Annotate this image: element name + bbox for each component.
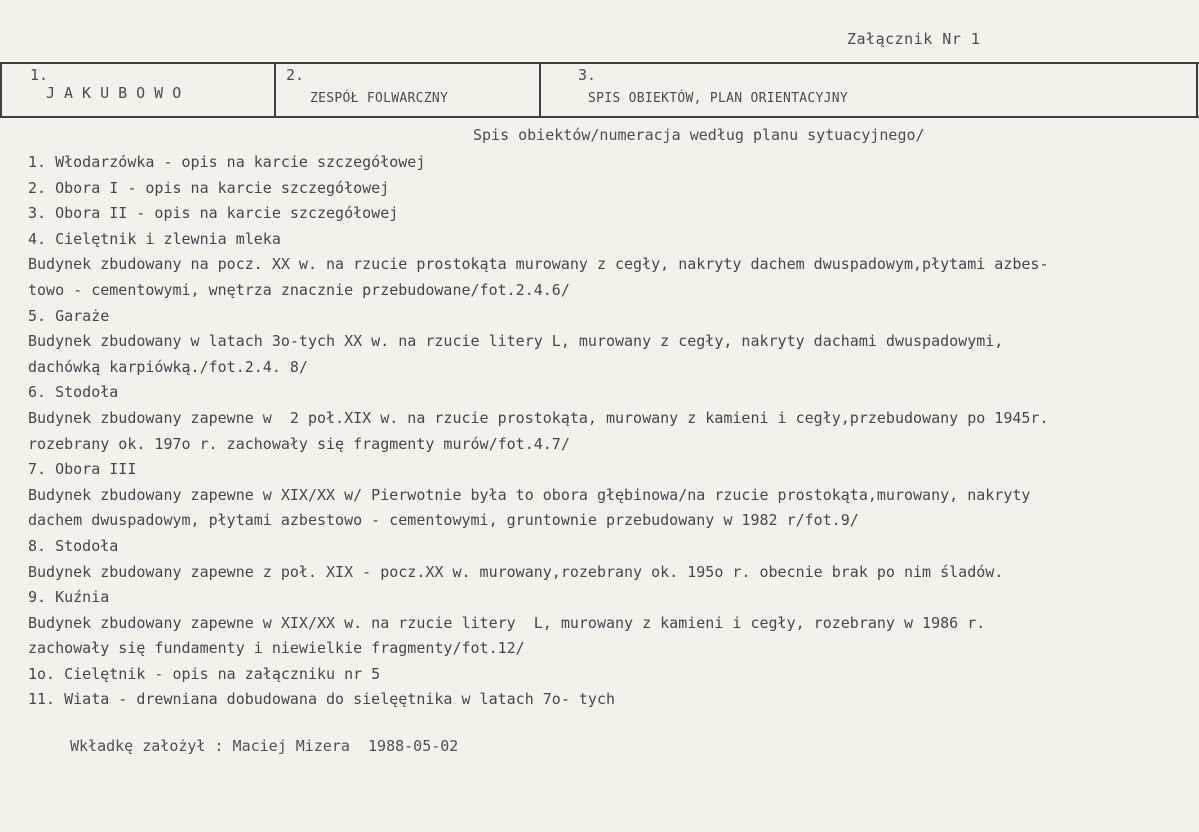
cell2-number: 2.	[286, 66, 305, 84]
table-divider-1	[274, 64, 276, 118]
list-line: 6. Stodoła	[28, 383, 119, 402]
list-line: 8. Stodoła	[28, 536, 119, 555]
list-line: 2. Obora I - opis na karcie szczegółowej	[28, 178, 390, 197]
list-line: 11. Wiata - drewniana dobudowana do sielęętnika w latach 7o- tych	[28, 690, 615, 709]
list-line: dachówką karpiówką./fot.2.4. 8/	[28, 357, 308, 376]
list-line: 1. Włodarzówka - opis na karcie szczegółowej	[28, 153, 426, 171]
list-line: zachowały się fundamenty i niewielkie fragmenty/fot.12/	[28, 639, 525, 658]
locality-name: JAKUBOWO	[46, 84, 191, 102]
table-border-right	[1196, 64, 1198, 118]
list-line: towo - cementowymi, wnętrza znacznie przebudowane/fot.2.4.6/	[28, 280, 570, 299]
list-line: 3. Obora II - opis na karcie szczegółowej	[28, 204, 399, 223]
table-border-left	[0, 64, 2, 118]
appendix-label: Załącznik Nr 1	[847, 30, 981, 48]
list-line: Budynek zbudowany w latach 3o-tych XX w. na rzucie litery L, murowany z cegły, nakryty dachami dwuspadowymi,	[28, 332, 1004, 351]
object-list	[28, 150, 1048, 713]
author-signature-line: Wkładkę założył : Maciej Mizera 1988-05-02	[70, 737, 459, 755]
list-line: 4. Cielętnik i zlewnia mleka	[28, 229, 281, 248]
list-line: 1o. Cielętnik - opis na załączniku nr 5	[28, 664, 381, 683]
complex-name: ZESPÓŁ FOLWARCZNY	[310, 91, 449, 106]
list-line: 7. Obora III	[28, 460, 137, 479]
list-line: Budynek zbudowany zapewne z poł. XIX - pocz.XX w. murowany,rozebrany ok. 195o r. obecnie brak po nim śladów.	[28, 562, 1004, 581]
header-table	[0, 62, 1199, 118]
list-line: Budynek zbudowany zapewne w XIX/XX w. na rzucie litery L, murowany z kamieni i cegły, rozebrany w 1986 r.	[28, 613, 986, 632]
list-line: 5. Garaże	[28, 306, 110, 325]
section-title: Spis obiektów/numeracja według planu sytuacyjnego/	[473, 126, 925, 144]
list-line: rozebrany ok. 197o r. zachowały się fragmenty murów/fot.4.7/	[28, 434, 570, 453]
document-subject: SPIS OBIEKTÓW, PLAN ORIENTACYJNY	[588, 91, 849, 106]
cell3-number: 3.	[578, 66, 597, 84]
list-line: Budynek zbudowany na pocz. XX w. na rzucie prostokąta murowany z cegły, nakryty dachem dwuspadowym,płytami azbes-	[28, 255, 1049, 274]
list-line: Budynek zbudowany zapewne w 2 poł.XIX w. na rzucie prostokąta, murowany z kamieni i cegły,przebudowany po 1945r.	[28, 408, 1049, 427]
list-line: 9. Kuźnia	[28, 588, 110, 607]
list-line: Budynek zbudowany zapewne w XIX/XX w/ Pierwotnie była to obora głębinowa/na rzucie prostokąta,murowany, nakryty	[28, 485, 1031, 504]
list-line: dachem dwuspadowym, płytami azbestowo - cementowymi, gruntownie przebudowany w 1982 r/fot.9/	[28, 511, 859, 530]
cell1-number: 1.	[30, 66, 49, 84]
table-divider-2	[539, 64, 541, 118]
